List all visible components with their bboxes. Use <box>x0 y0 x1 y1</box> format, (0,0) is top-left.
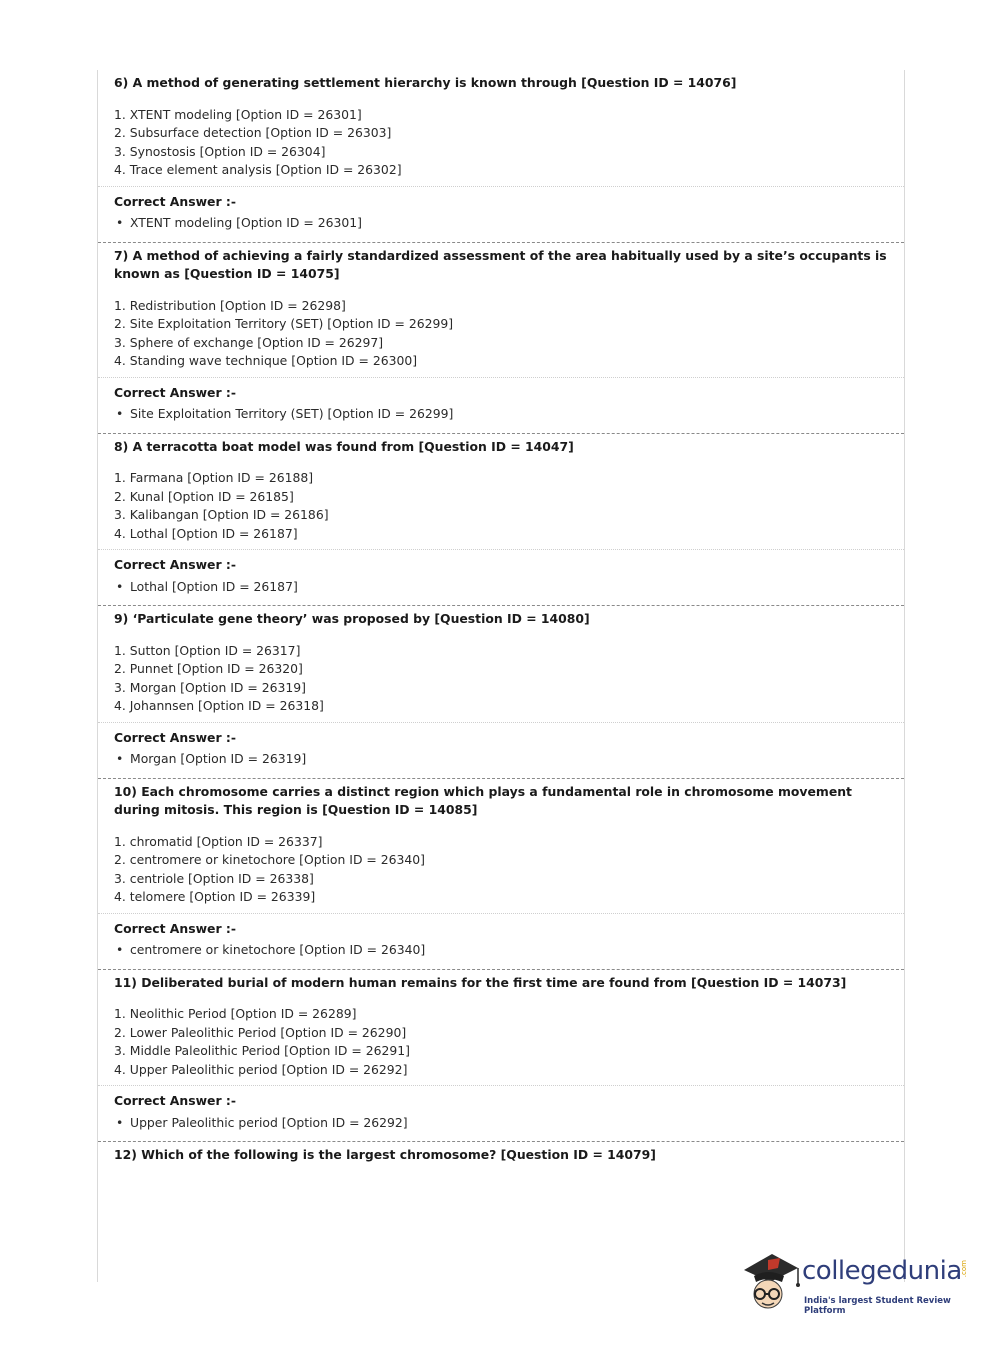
correct-answer-label: Correct Answer :- <box>114 557 236 572</box>
correct-answer-section <box>98 1085 904 1141</box>
correct-answer-section <box>98 377 904 433</box>
correct-answer-item <box>114 578 888 597</box>
bullet-icon: • <box>116 215 124 230</box>
option-item: 1. Farmana [Option ID = 26188] <box>114 470 314 485</box>
option-list <box>114 642 888 716</box>
question-block-10 <box>98 779 904 970</box>
question-block-7 <box>98 243 904 434</box>
option-item: 3. Kalibangan [Option ID = 26186] <box>114 507 329 522</box>
option-list <box>114 469 888 543</box>
option-item: 3. Morgan [Option ID = 26319] <box>114 679 306 695</box>
question-title: 8) A terracotta boat model was found from [Question ID = 14047] <box>114 438 574 454</box>
question-document <box>97 70 905 1282</box>
collegedunia-logo <box>738 1248 978 1316</box>
option-item: 4. telomere [Option ID = 26339] <box>114 889 316 904</box>
option-item: 3. Middle Paleolithic Period [Option ID = 26291] <box>114 1043 410 1058</box>
option-item: 2. centromere or kinetochore [Option ID = 26340] <box>114 852 425 867</box>
correct-answer-section <box>98 549 904 605</box>
correct-answer-item <box>114 941 888 960</box>
option-item: 1. Neolithic Period [Option ID = 26289] <box>114 1006 357 1021</box>
question-title: 12) Which of the following is the largest chromosome? [Question ID = 14079] <box>114 1147 656 1162</box>
correct-answer-label: Correct Answer :- <box>114 1093 236 1108</box>
correct-answer-text: Upper Paleolithic period [Option ID = 26292] <box>130 1114 408 1130</box>
correct-answer-section <box>98 186 904 242</box>
question-block-9 <box>98 606 904 779</box>
question-block-12 <box>98 1142 904 1184</box>
correct-answer-item <box>114 214 888 233</box>
correct-answer-item <box>114 405 888 424</box>
option-item: 2. Lower Paleolithic Period [Option ID = 26290] <box>114 1024 407 1040</box>
option-item: 2. Site Exploitation Territory (SET) [Option ID = 26299] <box>114 316 454 331</box>
logo-tld: .com <box>960 1260 968 1278</box>
correct-answer-text: Lothal [Option ID = 26187] <box>130 578 298 594</box>
option-item: 1. Sutton [Option ID = 26317] <box>114 642 301 658</box>
correct-answer-item <box>114 1114 888 1133</box>
correct-answer-section <box>98 722 904 778</box>
option-item: 2. Subsurface detection [Option ID = 26303] <box>114 125 392 140</box>
correct-answer-text: Morgan [Option ID = 26319] <box>130 751 307 766</box>
option-item: 3. centriole [Option ID = 26338] <box>114 870 314 886</box>
option-list <box>114 833 888 907</box>
option-item: 4. Johannsen [Option ID = 26318] <box>114 698 324 713</box>
correct-answer-item <box>114 750 888 769</box>
bullet-icon: • <box>116 1114 124 1130</box>
option-list <box>114 106 888 180</box>
question-title: 7) A method of achieving a fairly standardized assessment of the area habitually used by a site’s occupants is known as [Question ID = 14075] <box>114 247 887 281</box>
option-list <box>114 1005 888 1079</box>
question-title: 10) Each chromosome carries a distinct region which plays a fundamental role in chromosome movement during mitosis. This region is [Question ID = 14085] <box>114 783 852 817</box>
option-item: 3. Synostosis [Option ID = 26304] <box>114 143 326 159</box>
question-block-6 <box>98 70 904 243</box>
question-title: 11) Deliberated burial of modern human remains for the first time are found from [Question ID = 14073] <box>114 974 847 990</box>
question-block-8 <box>98 434 904 607</box>
logo-tagline: India's largest Student Review Platform <box>804 1296 951 1316</box>
option-item: 2. Kunal [Option ID = 26185] <box>114 488 294 504</box>
option-item: 4. Standing wave technique [Option ID = 26300] <box>114 353 418 368</box>
option-item: 3. Sphere of exchange [Option ID = 26297] <box>114 334 384 350</box>
option-list <box>114 297 888 371</box>
option-item: 2. Punnet [Option ID = 26320] <box>114 661 303 676</box>
correct-answer-text: centromere or kinetochore [Option ID = 26340] <box>130 942 426 957</box>
correct-answer-label: Correct Answer :- <box>114 920 236 936</box>
option-item: 4. Trace element analysis [Option ID = 26302] <box>114 162 402 177</box>
bullet-icon: • <box>116 751 124 766</box>
option-item: 1. chromatid [Option ID = 26337] <box>114 833 323 849</box>
logo-wordmark: collegedunia <box>802 1256 962 1286</box>
option-item: 1. XTENT modeling [Option ID = 26301] <box>114 106 362 122</box>
correct-answer-label: Correct Answer :- <box>114 729 236 745</box>
bullet-icon: • <box>116 406 124 421</box>
correct-answer-text: XTENT modeling [Option ID = 26301] <box>130 215 362 230</box>
correct-answer-text: Site Exploitation Territory (SET) [Option ID = 26299] <box>130 406 454 421</box>
bullet-icon: • <box>116 942 124 957</box>
correct-answer-label: Correct Answer :- <box>114 384 236 400</box>
correct-answer-section <box>98 913 904 969</box>
correct-answer-label: Correct Answer :- <box>114 193 236 209</box>
bullet-icon: • <box>116 578 124 594</box>
question-block-11 <box>98 970 904 1143</box>
option-item: 4. Lothal [Option ID = 26187] <box>114 525 298 541</box>
question-title: 9) ‘Particulate gene theory’ was proposed by [Question ID = 14080] <box>114 611 590 626</box>
option-item: 4. Upper Paleolithic period [Option ID = 26292] <box>114 1061 408 1077</box>
option-item: 1. Redistribution [Option ID = 26298] <box>114 297 346 313</box>
mascot-logo-icon <box>738 1248 800 1314</box>
question-title: 6) A method of generating settlement hierarchy is known through [Question ID = 14076] <box>114 75 737 90</box>
